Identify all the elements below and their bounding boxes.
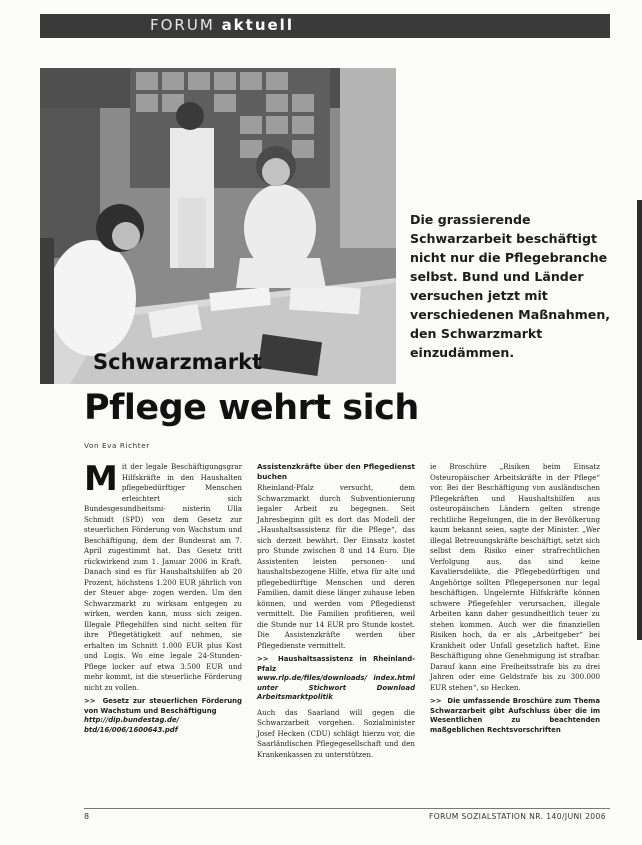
- rubric-word-forum: FORUM: [150, 16, 215, 34]
- column-1-link-url[interactable]: http://dip.bundestag.de/ btd/16/006/1600643.pdf: [84, 716, 180, 734]
- publication-footer: FORUM SOZIALSTATION NR. 140/JUNI 2006: [428, 812, 606, 821]
- column-2-link-text: Haushaltsassistenz in Rheinland-Pfalz: [257, 655, 415, 673]
- column-3-body: ie Broschüre „Risiken beim Einsatz Osteuropäischer Arbeitskräfte in der Pflege“ vor. Bei der Beschäftigung von ausländischen Pflegekräften und Haushaltshilfen aus osteuropäischen Ländern gelten strenge rechtliche Regelungen, die in der Bevölkerung kaum bekannt seien, sagte der Minister. „Wer illegal Betreuungskräfte beschäftigt, setzt sich selbst dem Risiko einer strafrechtlichen Verfolgung aus, das sind keine Kavaliersdelikte, die Pflegebedürftigen und Angehörige sollten Pflegepersonen nur legal beschäftigen. Ungelernte Hilfskräfte können schwere Pflegefehler verursachen, illegale Arbeiten kann daher gesundheitlich teuer zu stehen kommen. Auch wer die finanziellen Risiken hoch, da er als „Arbeitgeber“ bei Krankheit oder Unfall gesetzlich haftet. Eine Beschäftigung ohne Genehmigung ist strafbar. Darauf kann eine Freiheitsstrafe bis zu drei Jahren oder eine Geldstrafe bis zu 300.000 EUR stehen“, so Hecken.: [430, 462, 600, 692]
- column-2: [257, 462, 415, 760]
- column-2-link-url[interactable]: www.rlp.de/files/downloads/ index.html unter Stichwort Download Arbeitsmarktpolitik: [257, 674, 415, 702]
- arrow-icon: >>: [430, 697, 442, 705]
- column-2-body-1: Rheinland-Pfalz versucht, dem Schwarzmarkt durch Subventionierung legaler Arbeit zu begegnen. Seit Jahresbeginn gilt es dort das Modell der „Haushaltsassistenz für die Pflege“, das sich derzeit bewährt. Der Einsatz kostet pro Stunde zwischen 8 und 14 Euro. Die Assistenten leisten personen- und haushaltsbezogene Hilfe, etwa für alte und pflegebedürftige Menschen und deren Familien, damit diese länger zuhause leben können, und werden vom Pflegedienst vermittelt. Die Familien profitieren, weil die Stunde nur 14 EUR pro Stunde kostet. Die Assistenzkräfte werden über Pflegedienste vermittelt.: [257, 483, 415, 650]
- column-3: [430, 462, 600, 735]
- footer-rule: [84, 808, 610, 809]
- rubric: [150, 16, 294, 34]
- column-1-body: it der legale Beschäftigungsgrar Hilfskräfte in den Haushalten pflegebedürftiger Menschen erleichtert sich Bundesgesundheitsmi- nisterin Ulla Schmidt (SPD) von dem Gesetz zur steuerlichen Förderung von Wachstum und Beschäftigung, dem der Bundesrat am 7. April zugestimmt hat. Das Gesetz tritt rückwirkend zum 1. Januar 2006 in Kraft. Danach sind es für Haushaltshilfen ab 20 Prozent, höchstens 1.200 EUR jährlich von der Steuer abge- zogen werden. Um den Schwarzmarkt zu wirksam entgegen zu wirken, werden kann, muss sich zeigen. Illegale Pflegehilfen sind nicht selten für ihre Pflegetätigkeit auf nehmen, sie erhalten im Schnitt 1.000 EUR plus Kost und Logis. Wo eine legale 24-Stunden-Pflege locker auf etwa 3.500 EUR und mehr kommt, ist die steuerliche Förderung nicht zu vollen.: [84, 462, 242, 692]
- column-1: [84, 459, 242, 735]
- column-3-link[interactable]: [430, 697, 600, 735]
- rubric-bar: [40, 14, 610, 38]
- column-2-body-2: Auch das Saarland will gegen die Schwarzarbeit vorgehen. Sozialminister Josef Hecken (CDU) schlägt hierzu vor, die Saarländischen Pflegegesellschaft und den Krankenkassen zu unterstützen.: [257, 707, 415, 759]
- teaser-text: Die grassierende Schwarzarbeit beschäftigt nicht nur die Pflegebranche selbst. Bund und Länder versuchen jetzt mit verschiedenen Maßnahmen, den Schwarzmarkt einzudämmen.: [410, 212, 611, 360]
- column-1-link-text: Gesetz zur steuerlichen Förderung von Wachstum und Beschäftigung: [84, 697, 242, 715]
- column-1-link[interactable]: [84, 697, 242, 735]
- photo-illustration: [40, 68, 396, 384]
- page-edge-bar: [637, 200, 642, 640]
- article-photo: [40, 68, 396, 384]
- drop-cap: M: [84, 459, 118, 499]
- section-label: Schwarzmarkt: [93, 350, 263, 374]
- article-headline: Pflege wehrt sich: [84, 388, 419, 428]
- byline: Von Eva Richter: [84, 441, 150, 450]
- arrow-icon: >>: [257, 655, 269, 663]
- rubric-word-aktuell: aktuell: [221, 16, 294, 34]
- arrow-icon: >>: [84, 697, 96, 705]
- column-3-link-text: Die umfassende Broschüre zum Thema Schwarzarbeit gibt Aufschluss über die im Wesentlichen zu beachtenden maßgeblichen Rechtsvorschriften: [430, 697, 600, 734]
- column-2-link[interactable]: [257, 655, 415, 703]
- column-2-subhead: Assistenzkräfte über den Pflegedienst buchen: [257, 462, 415, 481]
- page-number: 8: [84, 812, 90, 821]
